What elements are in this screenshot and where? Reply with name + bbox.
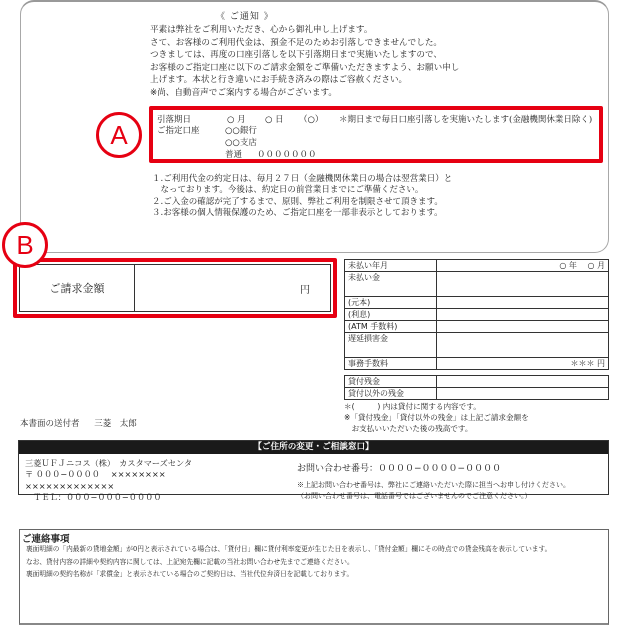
row-label: 未払い年月: [345, 260, 437, 272]
account-label: ご指定口座: [157, 126, 200, 136]
notice-line: つきましては、再度の口座引落しを以下引落期日まで実施いたしますので、: [150, 50, 443, 61]
withdrawal-month: ○ 月: [227, 115, 246, 125]
row-label: (元本): [345, 297, 437, 309]
row-label: 貸付以外の残金: [345, 388, 437, 400]
row-label: 事務手数料: [345, 358, 437, 370]
badge-b: B: [2, 222, 48, 268]
remarks-box: [19, 529, 609, 625]
table-row: [345, 358, 609, 370]
row-value: [437, 272, 609, 297]
row-label: 未払い金: [345, 272, 437, 297]
payment-summary: [344, 259, 609, 434]
terms-item: なっております。今後は、約定日の前営業日までにご準備ください。: [152, 185, 424, 196]
row-value: [437, 321, 609, 333]
terms-list: [152, 174, 452, 220]
billing-amount-value: 円: [300, 284, 310, 296]
account-number: ０００００００: [257, 150, 317, 160]
billing-amount-highlight: [13, 258, 337, 318]
remarks-body: [26, 543, 551, 581]
table-row: [345, 376, 609, 388]
sender-name: 三菱 太郎: [94, 419, 137, 429]
inquiry-number: お問い合わせ番号：００００−００００−００００: [297, 464, 502, 474]
terms-item: １.ご利用代金の約定日は、毎月２７日（金融機関休業日の場合は翌営業日）と: [152, 174, 453, 184]
inquiry-info: [297, 461, 570, 501]
remarks-line: なお、貸付内容の詳細や契約内容に関しては、上記宛先欄に記載の当社お問い合わせ先までご連絡ください。: [26, 557, 354, 566]
remarks-line: 裏面明細の「内最新の貸増金額」が0円と表示されている場合は、「貸付日」欄に貸付利率変更が生じた日を表示し、「貸付金額」欄にその時点での貸金残高を表示しています。: [26, 545, 552, 553]
bank-name: ○○銀行: [225, 126, 257, 136]
table-row: [345, 388, 609, 400]
row-value: ＊＊＊ 円: [437, 358, 609, 370]
notice-line: ※尚、自動音声でご案内する場合がございます。: [150, 87, 337, 98]
summary-note: ※「貸付残金」「貸付以外の残金」は上記ご請求金額を: [344, 413, 529, 422]
table-row: [345, 309, 609, 321]
sender-label: 本書面の送付者: [20, 419, 80, 429]
branch-name: ○○支店: [225, 138, 257, 148]
phone-number: ＴＥＬ：０００−０００−００００: [25, 492, 162, 503]
withdrawal-info-highlight: [149, 106, 603, 163]
notice-line: 上げます。本状と行き違いにお手続き済みの際はご容赦ください。: [150, 75, 408, 86]
withdrawal-note: ＊期日まで毎日口座引落しを実施いたします(金融機関休業日除く): [339, 115, 593, 125]
row-label: 遅延損害金: [345, 333, 437, 358]
contact-address: [25, 458, 192, 504]
inquiry-note: ※上記お問い合わせ番号は、弊社にご連絡いただいた際に担当へお申し付けください。: [297, 481, 570, 489]
table-row: [345, 260, 609, 272]
account-type: 普通: [225, 150, 243, 160]
table-row: [345, 321, 609, 333]
terms-item: ２.ご入金の確認が完了するまで、原則、弊社ご利用を制限させて頂きます。: [152, 196, 443, 207]
sender: [20, 417, 137, 429]
notice-line: さて、お客様のご利用代金は、預金不足のためお引落しできませんでした。: [150, 37, 443, 48]
row-value: ○ 年 ○ 月: [437, 260, 609, 272]
contact-box: [18, 440, 609, 503]
remarks-title: ご連絡事項: [22, 534, 70, 545]
row-label: 貸付残金: [345, 376, 437, 388]
balance-table: [344, 375, 609, 400]
address-line: ×××××××××××××: [25, 480, 115, 491]
row-value: [437, 388, 609, 400]
withdrawal-date-label: 引落期日: [157, 115, 192, 125]
billing-amount-label: ご請求金額: [20, 265, 135, 311]
badge-a: A: [96, 112, 142, 158]
unpaid-table: [344, 259, 609, 370]
table-row: [345, 333, 609, 358]
row-value: [437, 376, 609, 388]
company-name: 三菱ＵＦＪニコス（株） カスタマーズセンタ: [25, 458, 193, 468]
row-value: [437, 333, 609, 358]
table-row: [345, 297, 609, 309]
notice-line: 平素は弊社をご利用いただき、心から御礼申し上げます。: [150, 25, 373, 35]
inquiry-note: （お問い合わせ番号は、電話番号ではございませんのでご注意ください。）: [297, 491, 532, 500]
postal-code: 〒 ０００−００００ ××××××××: [25, 469, 166, 480]
notice-body: [150, 24, 459, 100]
row-value: [437, 309, 609, 321]
summary-note: お支払いいただいた後の残高です。: [344, 424, 473, 433]
billing-amount-table: [19, 264, 331, 312]
terms-item: ３.お客様の個人情報保護のため、ご指定口座を一部非表示としております。: [152, 208, 443, 219]
remarks-line: 裏面明細の契約名称が「求償金」と表示されている場合のご契約日は、当社代位弁済日を記載しております。: [26, 570, 354, 579]
notice-line: お客様のご指定口座に以下のご請求金額をご準備いただきますよう、お願い申し: [150, 62, 460, 73]
summary-note: ＊( ) 内は貸付に関する内容です。: [344, 402, 481, 411]
withdrawal-weekday: （○）: [299, 115, 324, 125]
summary-notes: [344, 401, 609, 434]
row-value: [437, 297, 609, 309]
contact-header: 【ご住所の変更・ご相談窓口】: [19, 441, 608, 454]
notice-title: 《 ご通知 》: [216, 12, 274, 22]
row-label: (ATM 手数料): [345, 321, 437, 333]
row-label: (利息): [345, 309, 437, 321]
withdrawal-day: ○ 日: [265, 115, 284, 125]
table-row: [345, 272, 609, 297]
